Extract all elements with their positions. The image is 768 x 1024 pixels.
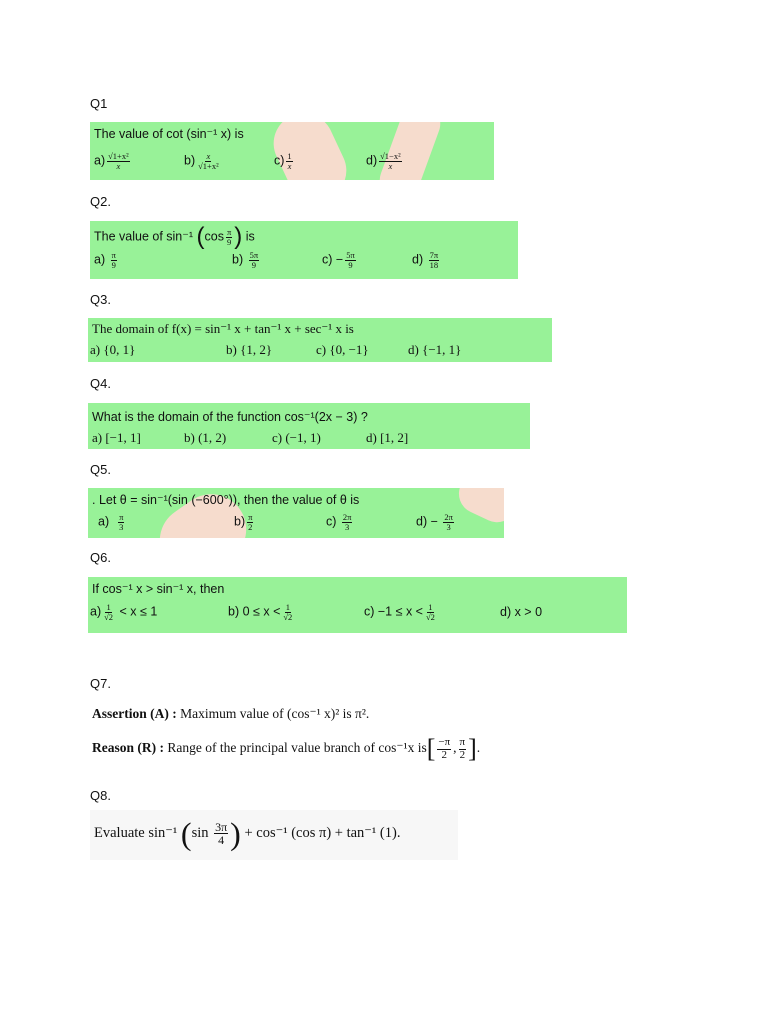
denominator: 9 (251, 259, 256, 270)
option-label: a) (98, 514, 110, 529)
fraction (118, 513, 124, 532)
numerator: π (459, 735, 466, 748)
numerator: x (206, 151, 211, 161)
option-label: a) (94, 252, 106, 267)
watermark-shape (264, 122, 356, 180)
fraction (111, 251, 117, 270)
question-text: The domain of f(x) = sin⁻¹ x + tan⁻¹ x + sec⁻¹ x is (92, 321, 354, 336)
paren-open: ( (196, 223, 205, 250)
denominator: 2 (441, 748, 448, 761)
denominator: 4 (218, 833, 225, 848)
minus-sign: − (430, 514, 438, 529)
fraction (443, 513, 454, 532)
option-b (228, 603, 295, 622)
option-a: a) [−1, 1] (92, 430, 141, 445)
option-a (94, 152, 132, 171)
fraction (345, 251, 356, 270)
option-d (416, 513, 456, 532)
assertion-heading: Assertion (A) : (92, 706, 177, 721)
option-a: a) {0, 1} (90, 342, 136, 357)
question-label-q7: Q7. (90, 676, 111, 691)
option-label: a) (90, 604, 102, 619)
paren-open: ( (180, 815, 192, 852)
question-box-q4 (88, 403, 530, 449)
denominator: 9 (348, 259, 353, 270)
option-b (184, 152, 222, 171)
numerator: 2π (444, 512, 453, 522)
assertion-text: Maximum value of (cos⁻¹ x)² is π². (180, 706, 370, 721)
denominator: 18 (429, 259, 439, 270)
option-label: b) (232, 252, 244, 267)
option-c (326, 513, 354, 532)
numerator: π (248, 512, 253, 522)
paren-close: ) (234, 223, 243, 250)
watermark-shape (452, 488, 504, 529)
denominator: x (388, 160, 393, 171)
denominator: 3 (345, 521, 350, 532)
question-label-q4: Q4. (90, 376, 111, 391)
fraction (282, 603, 293, 622)
denominator: 3 (119, 521, 124, 532)
question-text (94, 223, 255, 251)
option-a (94, 251, 119, 270)
question-label-q6: Q6. (90, 550, 111, 565)
reason-text: Range of the principal value branch of cos⁻¹x is (167, 740, 427, 756)
fraction (249, 251, 260, 270)
numerator: 1 (428, 602, 433, 612)
fraction (214, 821, 228, 847)
fraction (429, 251, 440, 270)
numerator: π (119, 512, 124, 522)
fraction (437, 737, 451, 761)
fraction (459, 737, 467, 761)
numerator: 2π (342, 512, 352, 522)
fraction (286, 152, 292, 171)
numerator: 1 (106, 602, 111, 612)
paren-close: ) (230, 815, 241, 852)
fraction (103, 603, 114, 622)
option-a (98, 513, 126, 532)
option-label: d) (412, 252, 424, 267)
numerator: −π (438, 735, 451, 748)
denominator: √2 (425, 611, 435, 622)
denominator: x (287, 160, 292, 171)
option-b (234, 513, 255, 532)
denominator: √2 (104, 611, 114, 622)
numerator: π (226, 226, 232, 237)
numerator: 3π (215, 819, 228, 834)
question-label-q3: Q3. (90, 292, 111, 307)
option-c (274, 152, 295, 171)
expression-post: + cos⁻¹ (cos π) + tan⁻¹ (1). (244, 825, 401, 841)
numerator: 5π (346, 250, 355, 260)
option-a (90, 603, 157, 622)
denominator: x (116, 160, 121, 171)
denominator: 9 (226, 236, 232, 247)
minus-sign: − (335, 252, 344, 267)
question-text: The value of cot (sin⁻¹ x) is (94, 127, 244, 141)
numerator: √1−x² (380, 151, 401, 161)
fraction (379, 152, 402, 171)
fraction (107, 152, 130, 171)
inner-function: sin (191, 825, 209, 841)
bracket-close: ] (468, 734, 477, 763)
q8-expression (90, 810, 458, 860)
question-text-pre: The value of sin⁻¹ (94, 229, 194, 244)
question-box-q1 (90, 122, 494, 180)
numerator: π (111, 250, 116, 260)
fraction (247, 513, 253, 532)
option-c: c) {0, −1} (316, 342, 369, 357)
question-text: If cos⁻¹ x > sin⁻¹ x, then (92, 582, 225, 596)
fraction (226, 228, 232, 247)
option-c: c) (−1, 1) (272, 430, 321, 445)
option-d (366, 152, 404, 171)
numerator: 5π (249, 250, 259, 260)
question-box-q6 (88, 577, 627, 633)
numerator: √1+x² (108, 151, 129, 161)
fraction (342, 513, 353, 532)
denominator: 2 (248, 521, 253, 532)
fraction (197, 152, 220, 171)
denominator: 3 (446, 521, 451, 532)
question-box-q5 (88, 488, 504, 538)
question-text: . Let θ = sin⁻¹(sin (−600°)), then the value of θ is (92, 493, 360, 507)
expression-pre: Evaluate sin⁻¹ (94, 825, 178, 841)
fraction (425, 603, 436, 622)
denominator: 9 (111, 259, 116, 270)
option-label: b) (184, 153, 196, 168)
denominator: √2 (283, 611, 293, 622)
option-label: c) (322, 252, 333, 267)
question-label-q1: Q1 (90, 96, 108, 111)
numerator: 1 (287, 151, 292, 161)
inequality-tail: < x ≤ 1 (119, 604, 158, 619)
question-text: What is the domain of the function cos⁻¹(2x − 3) ? (92, 410, 368, 424)
question-label-q8: Q8. (90, 788, 111, 803)
option-d (412, 251, 441, 270)
question-box-q3 (88, 318, 552, 362)
option-label: a) (94, 153, 106, 168)
option-d: d) {−1, 1} (408, 342, 462, 357)
question-label-q2: Q2. (90, 194, 111, 209)
option-label: c) (326, 514, 337, 529)
option-c (364, 603, 438, 622)
option-label: b) 0 ≤ x < (228, 604, 281, 619)
denominator: √1+x² (198, 160, 219, 171)
option-label: c) (274, 153, 285, 168)
reason-line: Reason (R) : Range of the principal value branch of cos⁻¹x is[ $\frac{-\pi}{2}$ , $\frac{\pi}{2}$ ]. (92, 734, 481, 763)
numerator: 7π (429, 250, 439, 260)
assertion-line (92, 706, 369, 722)
option-b: b) {1, 2} (226, 342, 273, 357)
option-c (322, 251, 358, 270)
option-label: c) −1 ≤ x < (364, 604, 423, 619)
numerator: 1 (285, 602, 290, 612)
question-text-post: is (245, 229, 255, 244)
question-label-q5: Q5. (90, 462, 111, 477)
option-d: d) x > 0 (500, 605, 543, 619)
inner-function: cos (204, 229, 224, 244)
option-label: d) (366, 153, 378, 168)
option-b (232, 251, 261, 270)
reason-heading: Reason (R) : (92, 740, 164, 756)
option-d: d) [1, 2] (366, 430, 409, 445)
option-label: b) (234, 514, 246, 529)
question-box-q2 (90, 221, 518, 279)
denominator: 2 (459, 748, 466, 761)
option-label: d) (416, 514, 428, 529)
bracket-open: [ (426, 734, 436, 763)
option-b: b) (1, 2) (184, 430, 227, 445)
